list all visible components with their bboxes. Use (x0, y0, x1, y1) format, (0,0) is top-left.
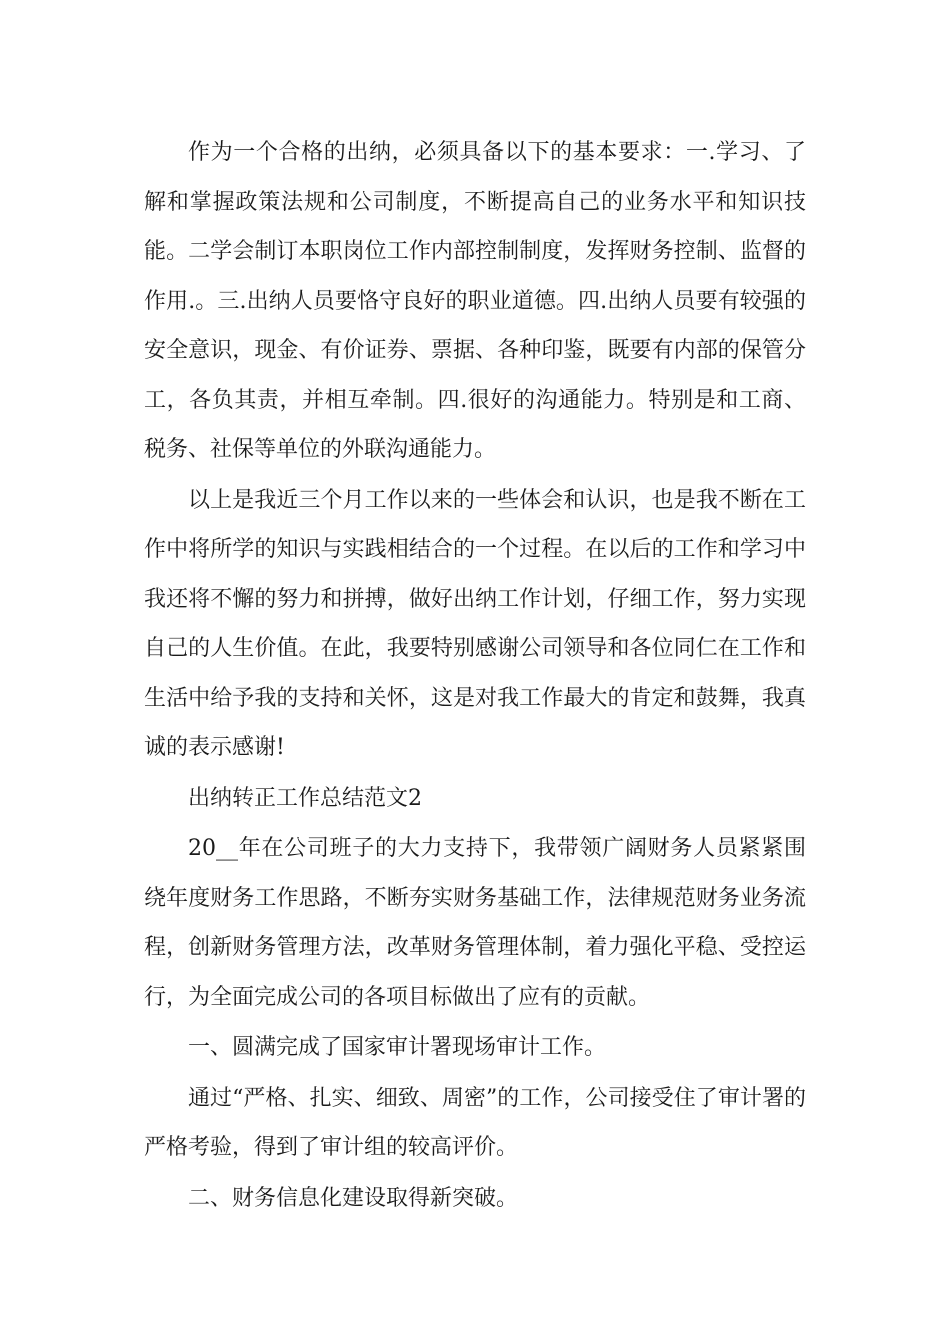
document-body (144, 128, 806, 1223)
paragraph-cashier-requirements: 作为一个合格的出纳，必须具备以下的基本要求：一.学习、了解和掌握政策法规和公司制度，不断提高自己的业务水平和知识技能。二学会制订本职岗位工作内部控制制度，发挥财务控制、监督的作用.。三.出纳人员要恪守良好的职业道德。四.出纳人员要有较强的安全意识，现金、有价证券、票据、各种印鉴，既要有内部的保管分工，各负其责，并相互牵制。四.很好的沟通能力。特别是和工商、税务、社保等单位的外联沟通能力。 (144, 140, 806, 462)
item-heading-informatization: 二、财务信息化建设取得新突破。 (188, 1185, 519, 1211)
paragraph-audit-detail: 通过“严格、扎实、细致、周密”的工作，公司接受住了审计署的严格考验，得到了审计组的较高评价。 (144, 1085, 806, 1160)
item-heading-audit: 一、圆满完成了国家审计署现场审计工作。 (188, 1035, 607, 1060)
paragraph-closing-thanks: 以上是我近三个月工作以来的一些体会和认识，也是我不断在工作中将所学的知识与实践相结合的一个过程。在以后的工作和学习中我还将不懈的努力和拼搏，做好出纳工作计划，仔细工作，努力实现自己的人生价值。在此，我要特别感谢公司领导和各位同仁在工作和生活中给予我的支持和关怀，这是对我工作最大的肯定和鼓舞，我真诚的表示感谢! (144, 487, 806, 760)
paragraph-annual-overview: 20__年在公司班子的大力支持下，我带领广阔财务人员紧紧围绕年度财务工作思路，不断夯实财务基础工作，法律规范财务业务流程，创新财务管理方法，改革财务管理体制，着力强化平稳、受控运行，为全面完成公司的各项目标做出了应有的贡献。 (144, 836, 806, 1010)
section-heading-sample-2: 出纳转正工作总结范文2 (188, 785, 422, 811)
